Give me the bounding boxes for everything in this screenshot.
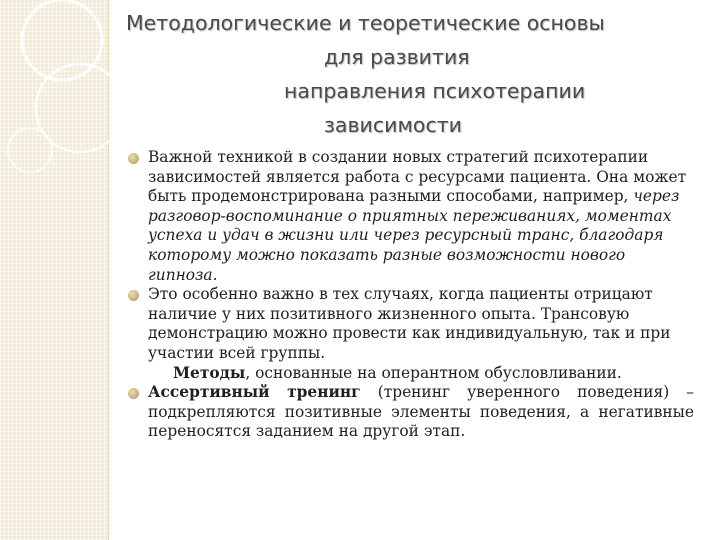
methods-label: Методы bbox=[173, 363, 246, 382]
decorative-circles bbox=[0, 0, 140, 200]
slide-title bbox=[126, 6, 706, 142]
methods-line bbox=[128, 364, 694, 384]
item-text: (тренинг уверенного поведения) – подкрепляются позитивные элементы поведения, а негативные переносятся заданием на другой этап. bbox=[148, 383, 694, 441]
title-line-2: для развития bbox=[324, 45, 470, 69]
item-text: Это особенно важно в тех случаях, когда пациенты отрицают наличие у них позитивного жизненного опыта. Трансовую демонстрацию можно провести как индивидуальную, так и при участии всей группы. bbox=[148, 285, 671, 362]
bullet-item-assertive-training bbox=[128, 383, 694, 442]
bullet-item-resources bbox=[128, 148, 694, 285]
item-italic-text: через разговор-воспоминание о приятных переживаниях, моментах успеха и удач в жизни или через ресурсный транс, благодаря которому можно показать разные возможности нового гипноза. bbox=[148, 187, 680, 284]
slide-body bbox=[128, 148, 694, 442]
bullet-icon bbox=[128, 153, 139, 164]
bullet-icon bbox=[128, 290, 139, 301]
title-line-3: направления психотерапии bbox=[284, 79, 586, 103]
methods-text: , основанные на оперантном обусловливании. bbox=[245, 363, 622, 382]
assertive-label: Ассертивный тренинг bbox=[148, 383, 361, 402]
title-line-1: Методологические и теоретические основы bbox=[126, 11, 605, 35]
bullet-icon bbox=[128, 388, 139, 399]
bullet-item-negative-experience bbox=[128, 285, 694, 363]
title-line-4: зависимости bbox=[324, 113, 463, 137]
item-text: Важной техникой в создании новых стратегий психотерапии зависимостей является работа с ресурсами пациента. Она может быть продемонстрирована разными способами, например, bbox=[148, 148, 687, 206]
